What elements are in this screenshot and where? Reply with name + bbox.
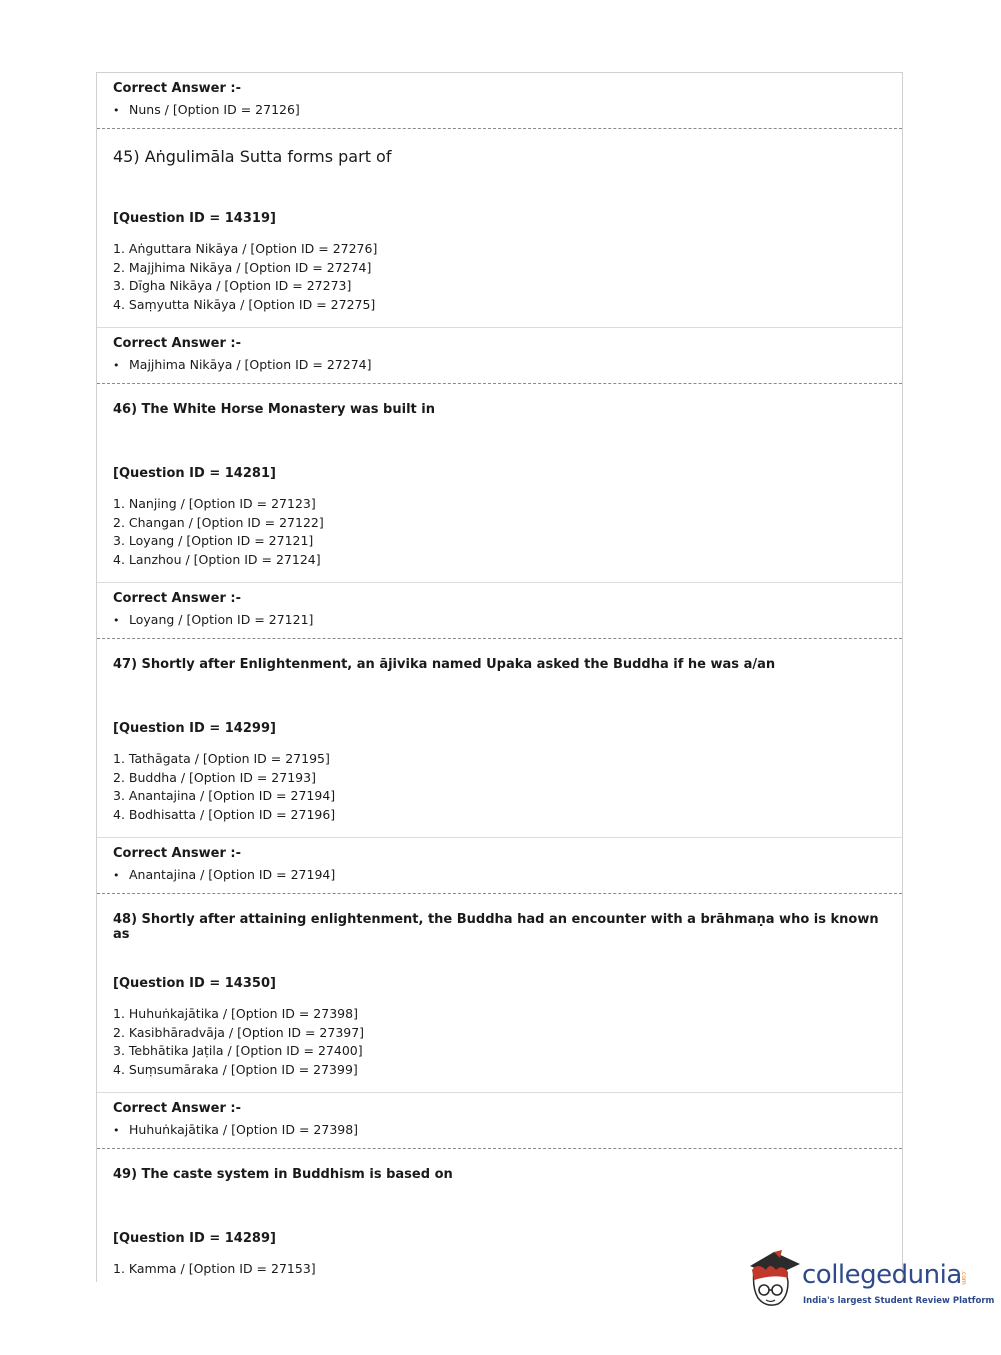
correct-answer-block <box>113 336 886 372</box>
option-item: 3. Loyang / [Option ID = 27121] <box>113 533 314 548</box>
correct-answer-block <box>113 591 886 627</box>
option-item: 3. Tebhātika Jaṭila / [Option ID = 27400] <box>113 1043 363 1058</box>
option-item: 2. Majjhima Nikāya / [Option ID = 27274] <box>113 259 372 275</box>
correct-answer-label: Correct Answer :- <box>113 336 241 351</box>
mascot-icon <box>744 1248 802 1314</box>
question-id: [Question ID = 14350] <box>113 976 276 991</box>
option-item: 1. Aṅguttara Nikāya / [Option ID = 27276] <box>113 241 378 256</box>
option-item: 4. Bodhisatta / [Option ID = 27196] <box>113 806 336 822</box>
correct-answer-value: • Huhuṅkajātika / [Option ID = 27398] <box>113 1122 886 1137</box>
logo-tagline: India's largest Student Review Platform <box>803 1296 995 1306</box>
correct-answer-label: Correct Answer :- <box>113 81 241 96</box>
correct-answer-value: • Majjhima Nikāya / [Option ID = 27274] <box>113 357 886 372</box>
option-item: 1. Nanjing / [Option ID = 27123] <box>113 496 316 511</box>
question-divider <box>97 893 902 894</box>
option-item: 2. Changan / [Option ID = 27122] <box>113 514 324 530</box>
question-title: 47) Shortly after Enlightenment, an ājivika named Upaka asked the Buddha if he was a/an <box>113 657 776 672</box>
correct-answer-label: Correct Answer :- <box>113 591 241 606</box>
option-item: 1. Huhuṅkajātika / [Option ID = 27398] <box>113 1006 358 1021</box>
question-divider <box>97 128 902 129</box>
correct-answer-block <box>113 846 886 882</box>
answer-divider <box>97 837 902 838</box>
correct-answer-value: • Nuns / [Option ID = 27126] <box>113 102 886 117</box>
question-title: 45) Aṅgulimāla Sutta forms part of <box>113 147 392 166</box>
question-title: 46) The White Horse Monastery was built in <box>113 402 435 417</box>
question-divider <box>97 1148 902 1149</box>
option-item: 1. Kamma / [Option ID = 27153] <box>113 1261 316 1276</box>
logo-wordmark: collegedunia <box>802 1260 962 1290</box>
option-item: 3. Dīgha Nikāya / [Option ID = 27273] <box>113 278 352 293</box>
question-sheet <box>96 72 903 1282</box>
option-item: 4. Suṃsumāraka / [Option ID = 27399] <box>113 1061 358 1077</box>
option-list <box>113 750 886 824</box>
option-item: 2. Kasibhāradvāja / [Option ID = 27397] <box>113 1024 365 1040</box>
question-title: 49) The caste system in Buddhism is based on <box>113 1167 453 1182</box>
correct-answer-value: • Loyang / [Option ID = 27121] <box>113 612 886 627</box>
question-title: 48) Shortly after attaining enlightenment, the Buddha had an encounter with a brāhmaṇa who is known as <box>113 912 879 942</box>
answer-divider <box>97 1092 902 1093</box>
answer-divider <box>97 327 902 328</box>
question-divider <box>97 638 902 639</box>
collegedunia-logo <box>744 1248 995 1318</box>
answer-divider <box>97 582 902 583</box>
question-id: [Question ID = 14289] <box>113 1231 276 1246</box>
option-item: 4. Saṃyutta Nikāya / [Option ID = 27275] <box>113 296 376 312</box>
option-list <box>113 495 886 569</box>
option-item: 2. Buddha / [Option ID = 27193] <box>113 769 316 785</box>
option-item: 1. Tathāgata / [Option ID = 27195] <box>113 751 330 766</box>
correct-answer-label: Correct Answer :- <box>113 1101 241 1116</box>
option-item: 4. Lanzhou / [Option ID = 27124] <box>113 551 321 567</box>
correct-answer-block <box>113 81 886 117</box>
logo-suffix: .com <box>960 1270 967 1285</box>
question-id: [Question ID = 14319] <box>113 211 276 226</box>
question-divider <box>97 383 902 384</box>
correct-answer-value: • Anantajina / [Option ID = 27194] <box>113 867 886 882</box>
question-id: [Question ID = 14281] <box>113 466 276 481</box>
correct-answer-label: Correct Answer :- <box>113 846 241 861</box>
correct-answer-block <box>113 1101 886 1137</box>
option-item: 3. Anantajina / [Option ID = 27194] <box>113 788 336 803</box>
option-list <box>113 1005 886 1079</box>
option-list <box>113 240 886 314</box>
question-id: [Question ID = 14299] <box>113 721 276 736</box>
